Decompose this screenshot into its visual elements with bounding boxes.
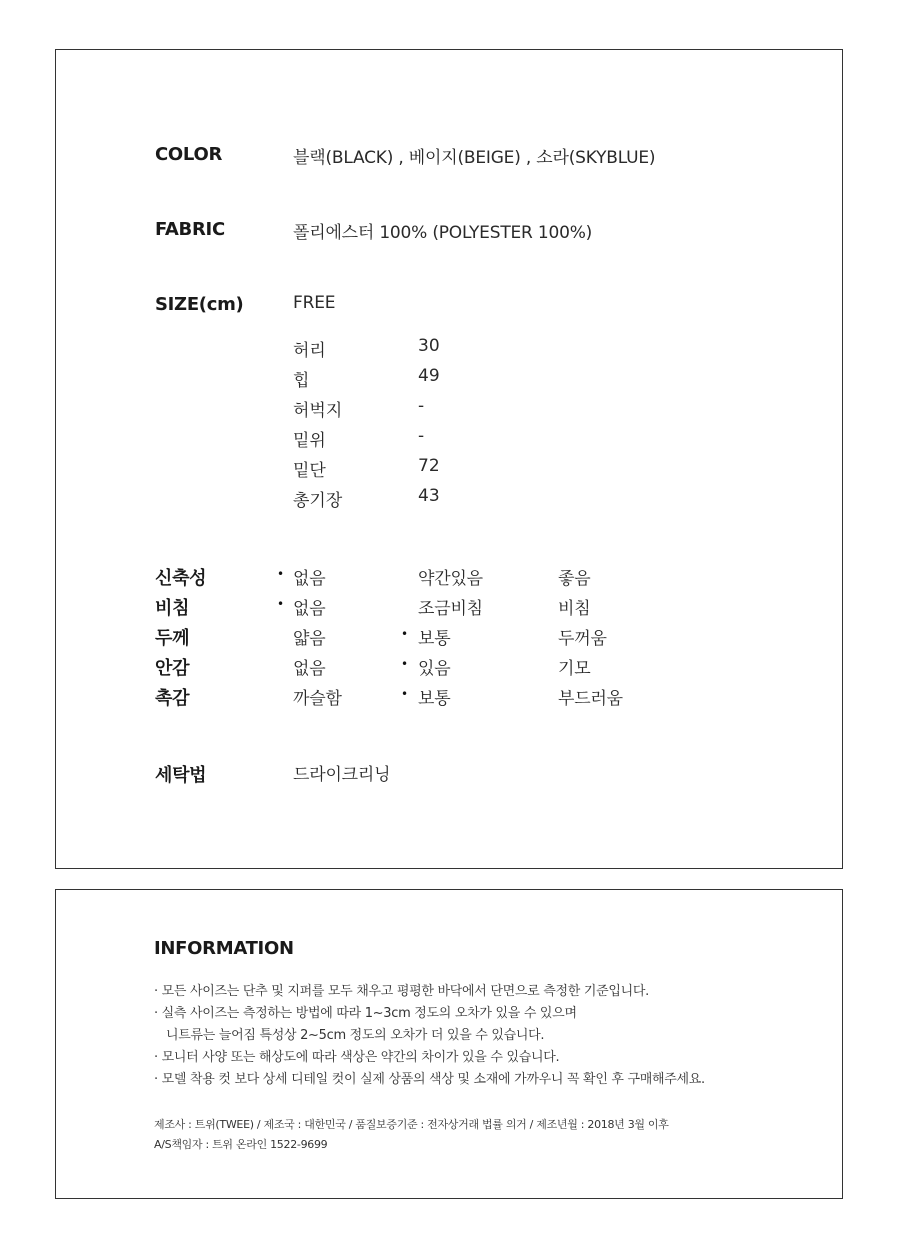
size-row-name: 힙 [293,371,310,391]
size-value: FREE [293,293,336,313]
size-label: SIZE(cm) [155,294,244,315]
attribute-option: 부드러움 [558,689,623,709]
color-label: COLOR [155,144,223,165]
attribute-label: 비침 [155,598,190,619]
attribute-option: 까슬함 [293,689,342,709]
information-panel [55,889,843,1199]
as-contact-info: A/S책임자 : 트위 온라인 1522-9699 [154,1138,328,1151]
size-row-value: 30 [418,336,440,356]
size-row-value: 72 [418,456,440,476]
attribute-label: 신축성 [155,568,207,589]
attribute-option: 보통 [418,689,451,709]
attribute-option: 있음 [418,659,451,679]
info-note: · 실측 사이즈는 측정하는 방법에 따라 1~3cm 정도의 오차가 있을 수 있으며 [154,1006,577,1021]
selected-bullet: • [401,657,409,671]
attribute-option: 좋음 [558,569,591,589]
attribute-label: 촉감 [155,688,190,709]
fabric-value: 폴리에스터 100% (POLYESTER 100%) [293,223,593,243]
size-row-name: 허벅지 [293,401,343,421]
color-value: 블랙(BLACK) , 베이지(BEIGE) , 소라(SKYBLUE) [293,148,656,168]
info-note: · 모델 착용 컷 보다 상세 디테일 컷이 실제 상품의 색상 및 소재에 가까우니 꼭 확인 후 구매해주세요. [154,1072,705,1087]
attribute-option: 기모 [558,659,591,679]
size-row-value: - [418,396,425,416]
attribute-option: 없음 [293,599,326,619]
washing-label: 세탁법 [155,765,207,786]
size-row-value: 49 [418,366,440,386]
attribute-option: 조금비침 [418,599,483,619]
manufacturer-info: 제조사 : 트위(TWEE) / 제조국 : 대한민국 / 품질보증기준 : 전자상거래 법률 의거 / 제조년월 : 2018년 3월 이후 [154,1118,669,1131]
attribute-option: 비침 [558,599,591,619]
attribute-option: 두꺼움 [558,629,607,649]
attribute-option: 없음 [293,659,326,679]
size-row-name: 밑단 [293,461,326,481]
size-row-value: - [418,426,425,446]
size-row-value: 43 [418,486,440,506]
product-spec-panel [55,49,843,869]
washing-value: 드라이크리닝 [293,765,391,785]
attribute-label: 두께 [155,628,190,649]
attribute-label: 안감 [155,658,190,679]
attribute-option: 약간있음 [418,569,483,589]
info-note: · 모든 사이즈는 단추 및 지퍼를 모두 채우고 평평한 바닥에서 단면으로 측정한 기준입니다. [154,984,649,999]
selected-bullet: • [277,567,285,581]
info-note: · 모니터 사양 또는 해상도에 따라 색상은 약간의 차이가 있을 수 있습니다. [154,1050,560,1065]
selected-bullet: • [401,687,409,701]
selected-bullet: • [401,627,409,641]
size-row-name: 밑위 [293,431,326,451]
size-row-name: 허리 [293,341,326,361]
selected-bullet: • [277,597,285,611]
attribute-option: 얇음 [293,629,326,649]
fabric-label: FABRIC [155,219,225,240]
attribute-option: 보통 [418,629,451,649]
information-title: INFORMATION [154,938,294,959]
attribute-option: 없음 [293,569,326,589]
size-row-name: 총기장 [293,491,343,511]
info-note: 니트류는 늘어짐 특성상 2~5cm 정도의 오차가 더 있을 수 있습니다. [166,1028,545,1043]
